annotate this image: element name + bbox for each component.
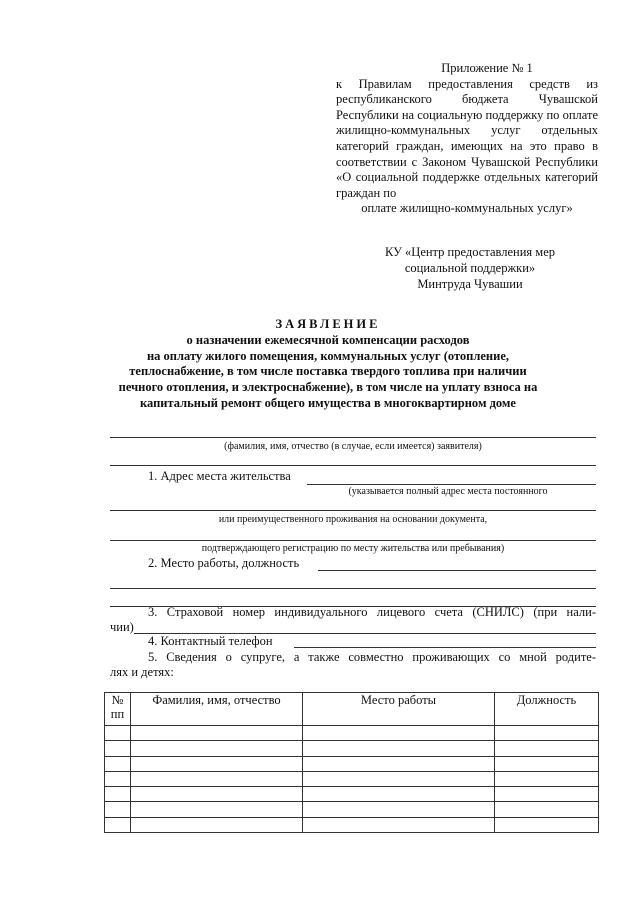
applicant-name-hint: (фамилия, имя, отчество (в случае, если имеется) заявителя) [224, 441, 482, 452]
address-field-3[interactable] [110, 540, 596, 541]
address-label: 1. Адрес места жительства [148, 469, 291, 483]
title-line-2: на оплату жилого помещения, коммунальных услуг (отопление, [146, 348, 510, 363]
table-row [105, 726, 599, 741]
table-cell[interactable] [495, 802, 599, 817]
table-cell[interactable] [105, 771, 131, 786]
table-row [105, 756, 599, 771]
table-cell[interactable] [131, 741, 303, 756]
snils-label-line-2: чии) [110, 620, 134, 634]
title-line-4: печного отопления, и электроснабжение), в том числе на уплату взноса на [118, 380, 538, 395]
table-cell[interactable] [105, 726, 131, 741]
title-line-1: о назначении ежемесячной компенсации расходов [186, 332, 470, 347]
table-cell[interactable] [303, 756, 495, 771]
table-cell[interactable] [131, 802, 303, 817]
table-cell[interactable] [105, 741, 131, 756]
table-cell[interactable] [131, 756, 303, 771]
phone-field[interactable] [294, 647, 596, 648]
relatives-table [104, 692, 599, 833]
appendix-last-line: оплате жилищно-коммунальных услуг» [361, 201, 573, 216]
table-cell[interactable] [303, 802, 495, 817]
table-row [105, 787, 599, 802]
work-label: 2. Место работы, должность [148, 556, 300, 570]
table-cell[interactable] [495, 756, 599, 771]
recipient-block [350, 244, 590, 292]
table-cell[interactable] [131, 771, 303, 786]
phone-label: 4. Контактный телефон [148, 634, 273, 648]
table-cell[interactable] [303, 787, 495, 802]
table-cell[interactable] [303, 726, 495, 741]
col-header-position: Должность [495, 693, 599, 726]
recipient-line-1: КУ «Центр предоставления мер [384, 245, 555, 259]
col-header-number: № пп [105, 693, 131, 726]
title-main: ЗАЯВЛЕНИЕ [275, 317, 381, 331]
recipient-line-2: социальной поддержки» [404, 261, 536, 275]
table-row [105, 771, 599, 786]
appendix-heading: Приложение № 1 [441, 61, 533, 75]
relatives-label-line-1: 5. Сведения о супруге, а также совместно проживающих со мной родите- [148, 650, 596, 664]
recipient-line-3: Минтруда Чувашии [417, 277, 523, 291]
address-field[interactable] [307, 484, 596, 485]
title-line-3: теплоснабжение, в том числе поставка твердого топлива при наличии [129, 364, 527, 379]
appendix-text: к Правилам предоставления средств из республиканского бюджета Чувашской Республики на социальную поддержку по оплате жилищно-коммунальных услуг отдельных категорий граждан, имеющих на это право в соответствии с Законом Чувашской Республики «О социальной поддержке отдельных категорий граждан по [336, 76, 598, 200]
table-cell[interactable] [131, 787, 303, 802]
applicant-name-field[interactable] [110, 437, 596, 438]
table-cell[interactable] [495, 817, 599, 832]
table-cell[interactable] [105, 787, 131, 802]
table-cell[interactable] [105, 756, 131, 771]
table-row [105, 802, 599, 817]
work-field-2[interactable] [110, 588, 596, 589]
table-cell[interactable] [105, 817, 131, 832]
table-cell[interactable] [495, 741, 599, 756]
table-body [105, 726, 599, 833]
address-hint-3: подтверждающего регистрацию по месту жительства или пребывания) [201, 543, 505, 554]
document-title [100, 317, 556, 412]
col-header-full-name: Фамилия, имя, отчество [131, 693, 303, 726]
table-row [105, 741, 599, 756]
col-header-workplace: Место работы [303, 693, 495, 726]
table-cell[interactable] [495, 787, 599, 802]
table-cell[interactable] [495, 726, 599, 741]
table-cell[interactable] [105, 802, 131, 817]
table-cell[interactable] [131, 726, 303, 741]
title-line-5: капитальный ремонт общего имущества в многоквартирном доме [139, 395, 516, 410]
work-field[interactable] [318, 570, 596, 571]
table-cell[interactable] [495, 771, 599, 786]
table-cell[interactable] [303, 741, 495, 756]
address-hint-1: (указывается полный адрес места постоянного [348, 486, 548, 497]
snils-label-line-1: 3. Страховой номер индивидуального лицевого счета (СНИЛС) (при нали- [148, 605, 596, 619]
address-field-2[interactable] [110, 510, 596, 511]
appendix-block [336, 61, 598, 217]
table-cell[interactable] [131, 817, 303, 832]
table-cell[interactable] [303, 817, 495, 832]
table-cell[interactable] [303, 771, 495, 786]
address-hint-2: или преимущественного проживания на основании документа, [218, 514, 488, 525]
relatives-label-line-2: лях и детях: [110, 665, 174, 679]
table-header-row [105, 693, 599, 726]
table-row [105, 817, 599, 832]
applicant-name-field-2[interactable] [110, 465, 596, 466]
